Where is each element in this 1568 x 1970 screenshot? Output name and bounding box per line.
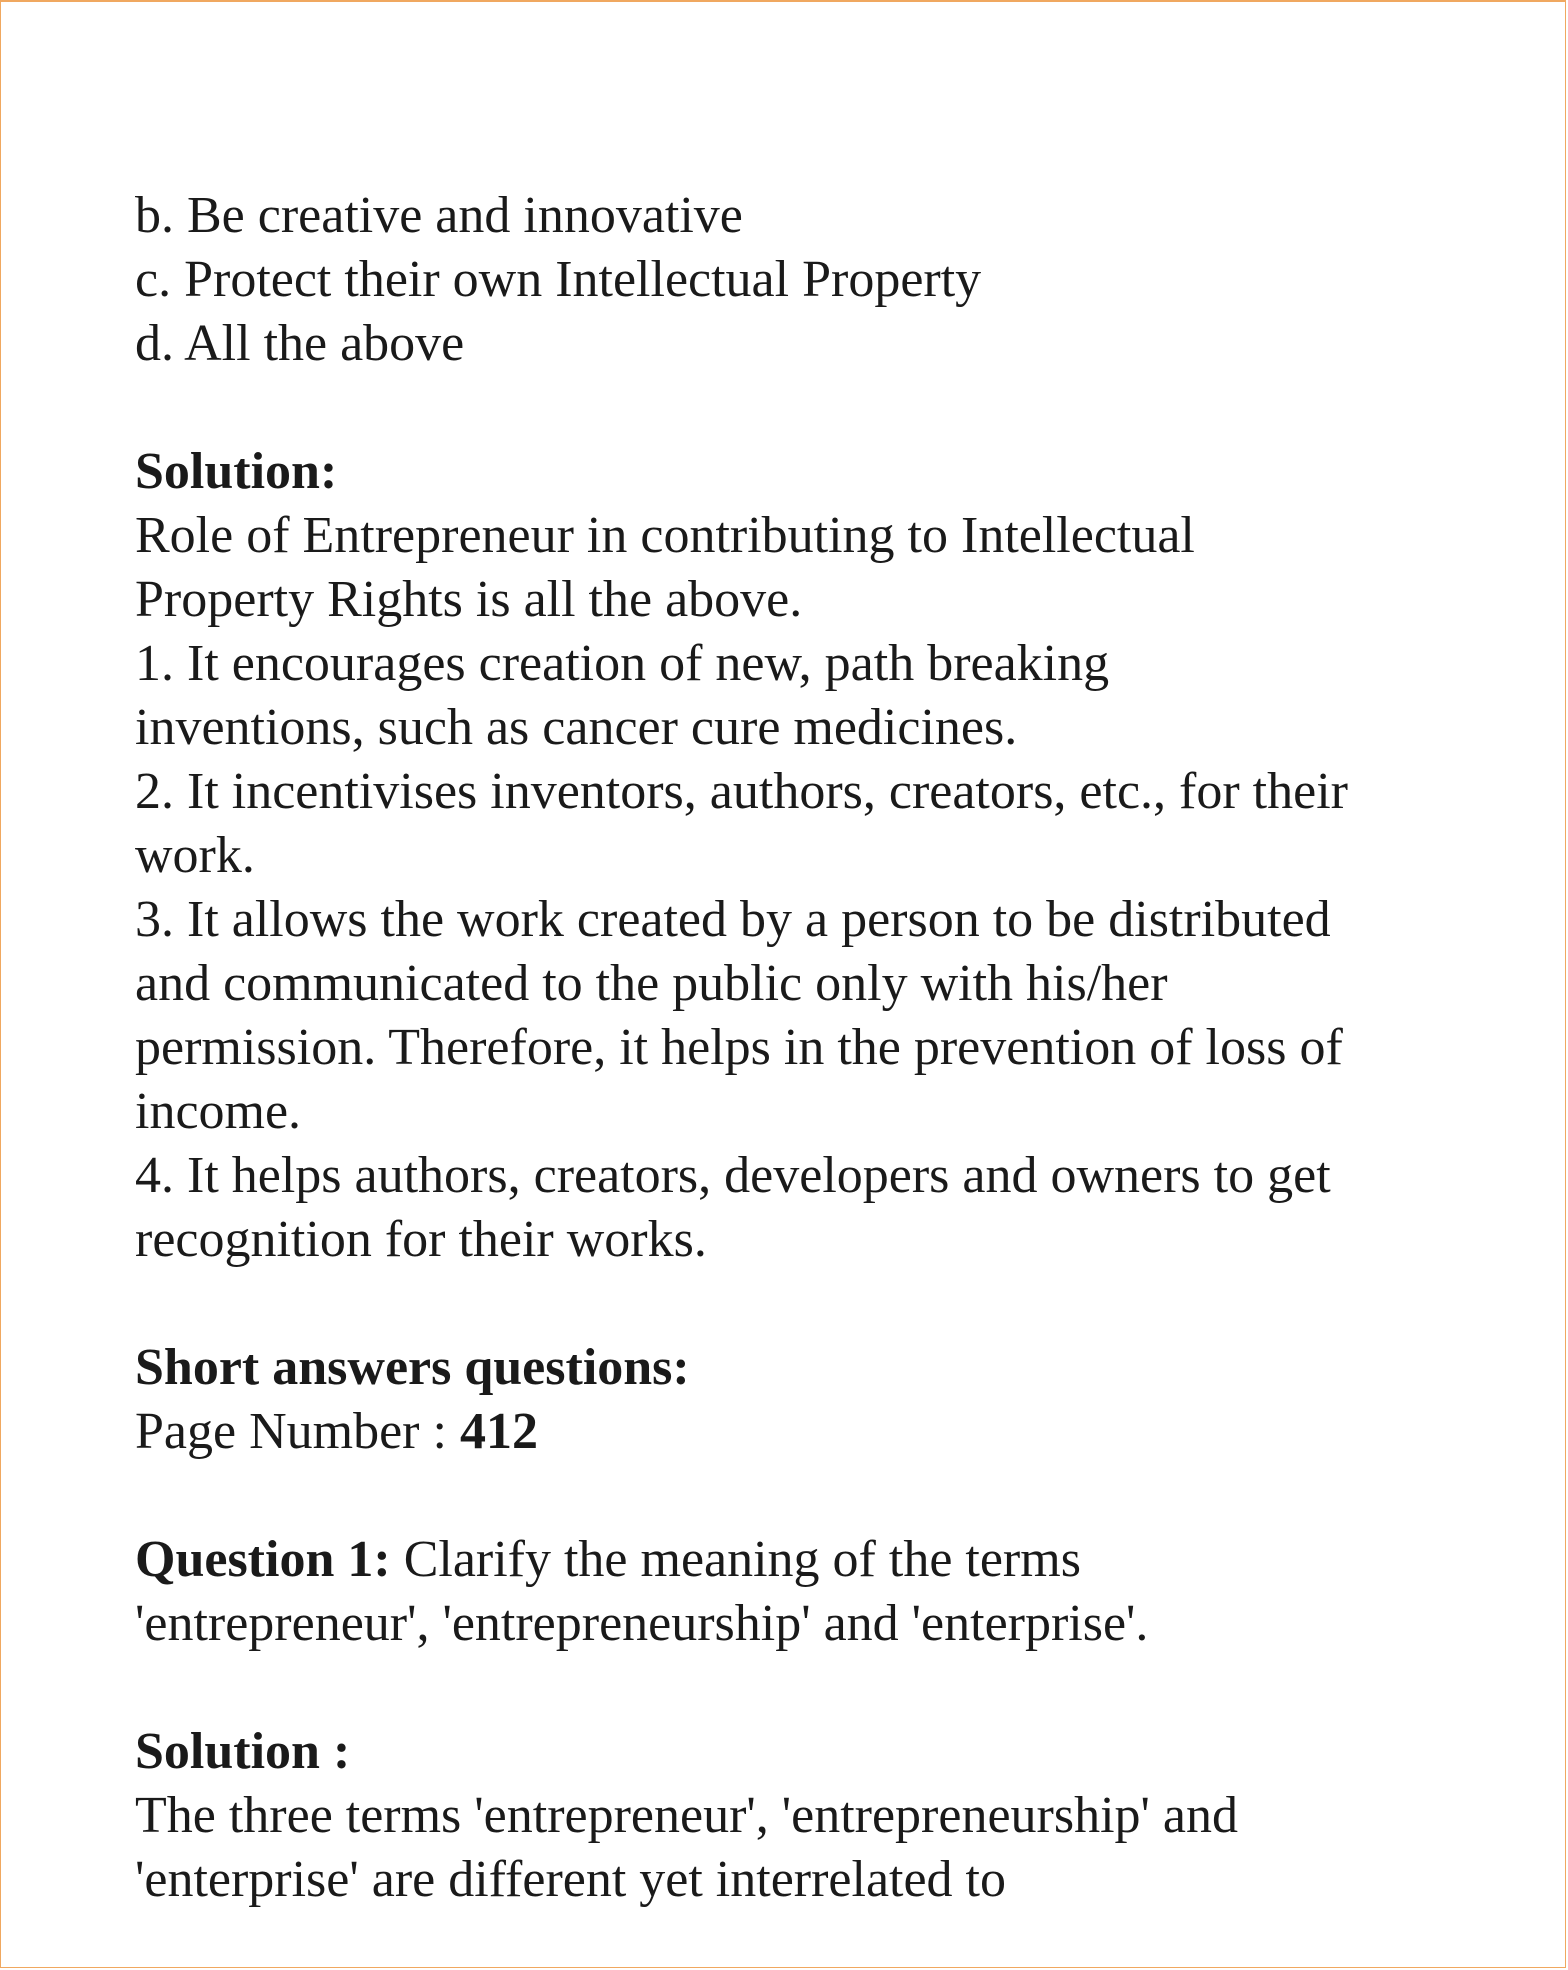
solution-line: Property Rights is all the above. [135,571,803,628]
option-d: d. All the above [135,315,465,372]
page-number-label: Page Number : [135,1403,460,1460]
option-b: b. Be creative and innovative [135,187,743,244]
solution-2-heading: Solution : [135,1723,351,1780]
solution-2-line: The three terms 'entrepreneur', 'entrepreneurship' and [135,1787,1238,1844]
question-1-label: Question 1: [135,1531,391,1588]
solution-2-line: 'enterprise' are different yet interrelated to [135,1851,1006,1908]
short-answers-heading: Short answers questions: [135,1339,690,1396]
question-1-line [135,1528,1465,1592]
question-1-text: Clarify the meaning of the terms [390,1531,1081,1588]
solution-line: Role of Entrepreneur in contributing to Intellectual [135,507,1195,564]
solution-line: 3. It allows the work created by a person to be distributed [135,891,1331,948]
question-1-text-continued: 'entrepreneur', 'entrepreneurship' and 'enterprise'. [135,1595,1149,1652]
solution-line: income. [135,1083,302,1140]
solution-heading: Solution: [135,443,338,500]
paragraph-gap [135,376,1465,440]
solution-line: inventions, such as cancer cure medicines. [135,699,1018,756]
page-number-value: 412 [459,1403,538,1460]
paragraph-gap [135,1272,1465,1336]
solution-line: work. [135,827,255,884]
solution-line: 4. It helps authors, creators, developers and owners to get [135,1147,1331,1204]
solution-line: permission. Therefore, it helps in the prevention of loss of [135,1019,1343,1076]
page-content [135,184,1465,1912]
solution-line: and communicated to the public only with his/her [135,955,1168,1012]
paragraph-gap [135,1464,1465,1528]
option-c: c. Protect their own Intellectual Property [135,251,982,308]
solution-line: recognition for their works. [135,1211,707,1268]
paragraph-gap [135,1656,1465,1720]
solution-line: 1. It encourages creation of new, path breaking [135,635,1110,692]
page-number-line [135,1400,1465,1464]
solution-line: 2. It incentivises inventors, authors, creators, etc., for their [135,763,1348,820]
